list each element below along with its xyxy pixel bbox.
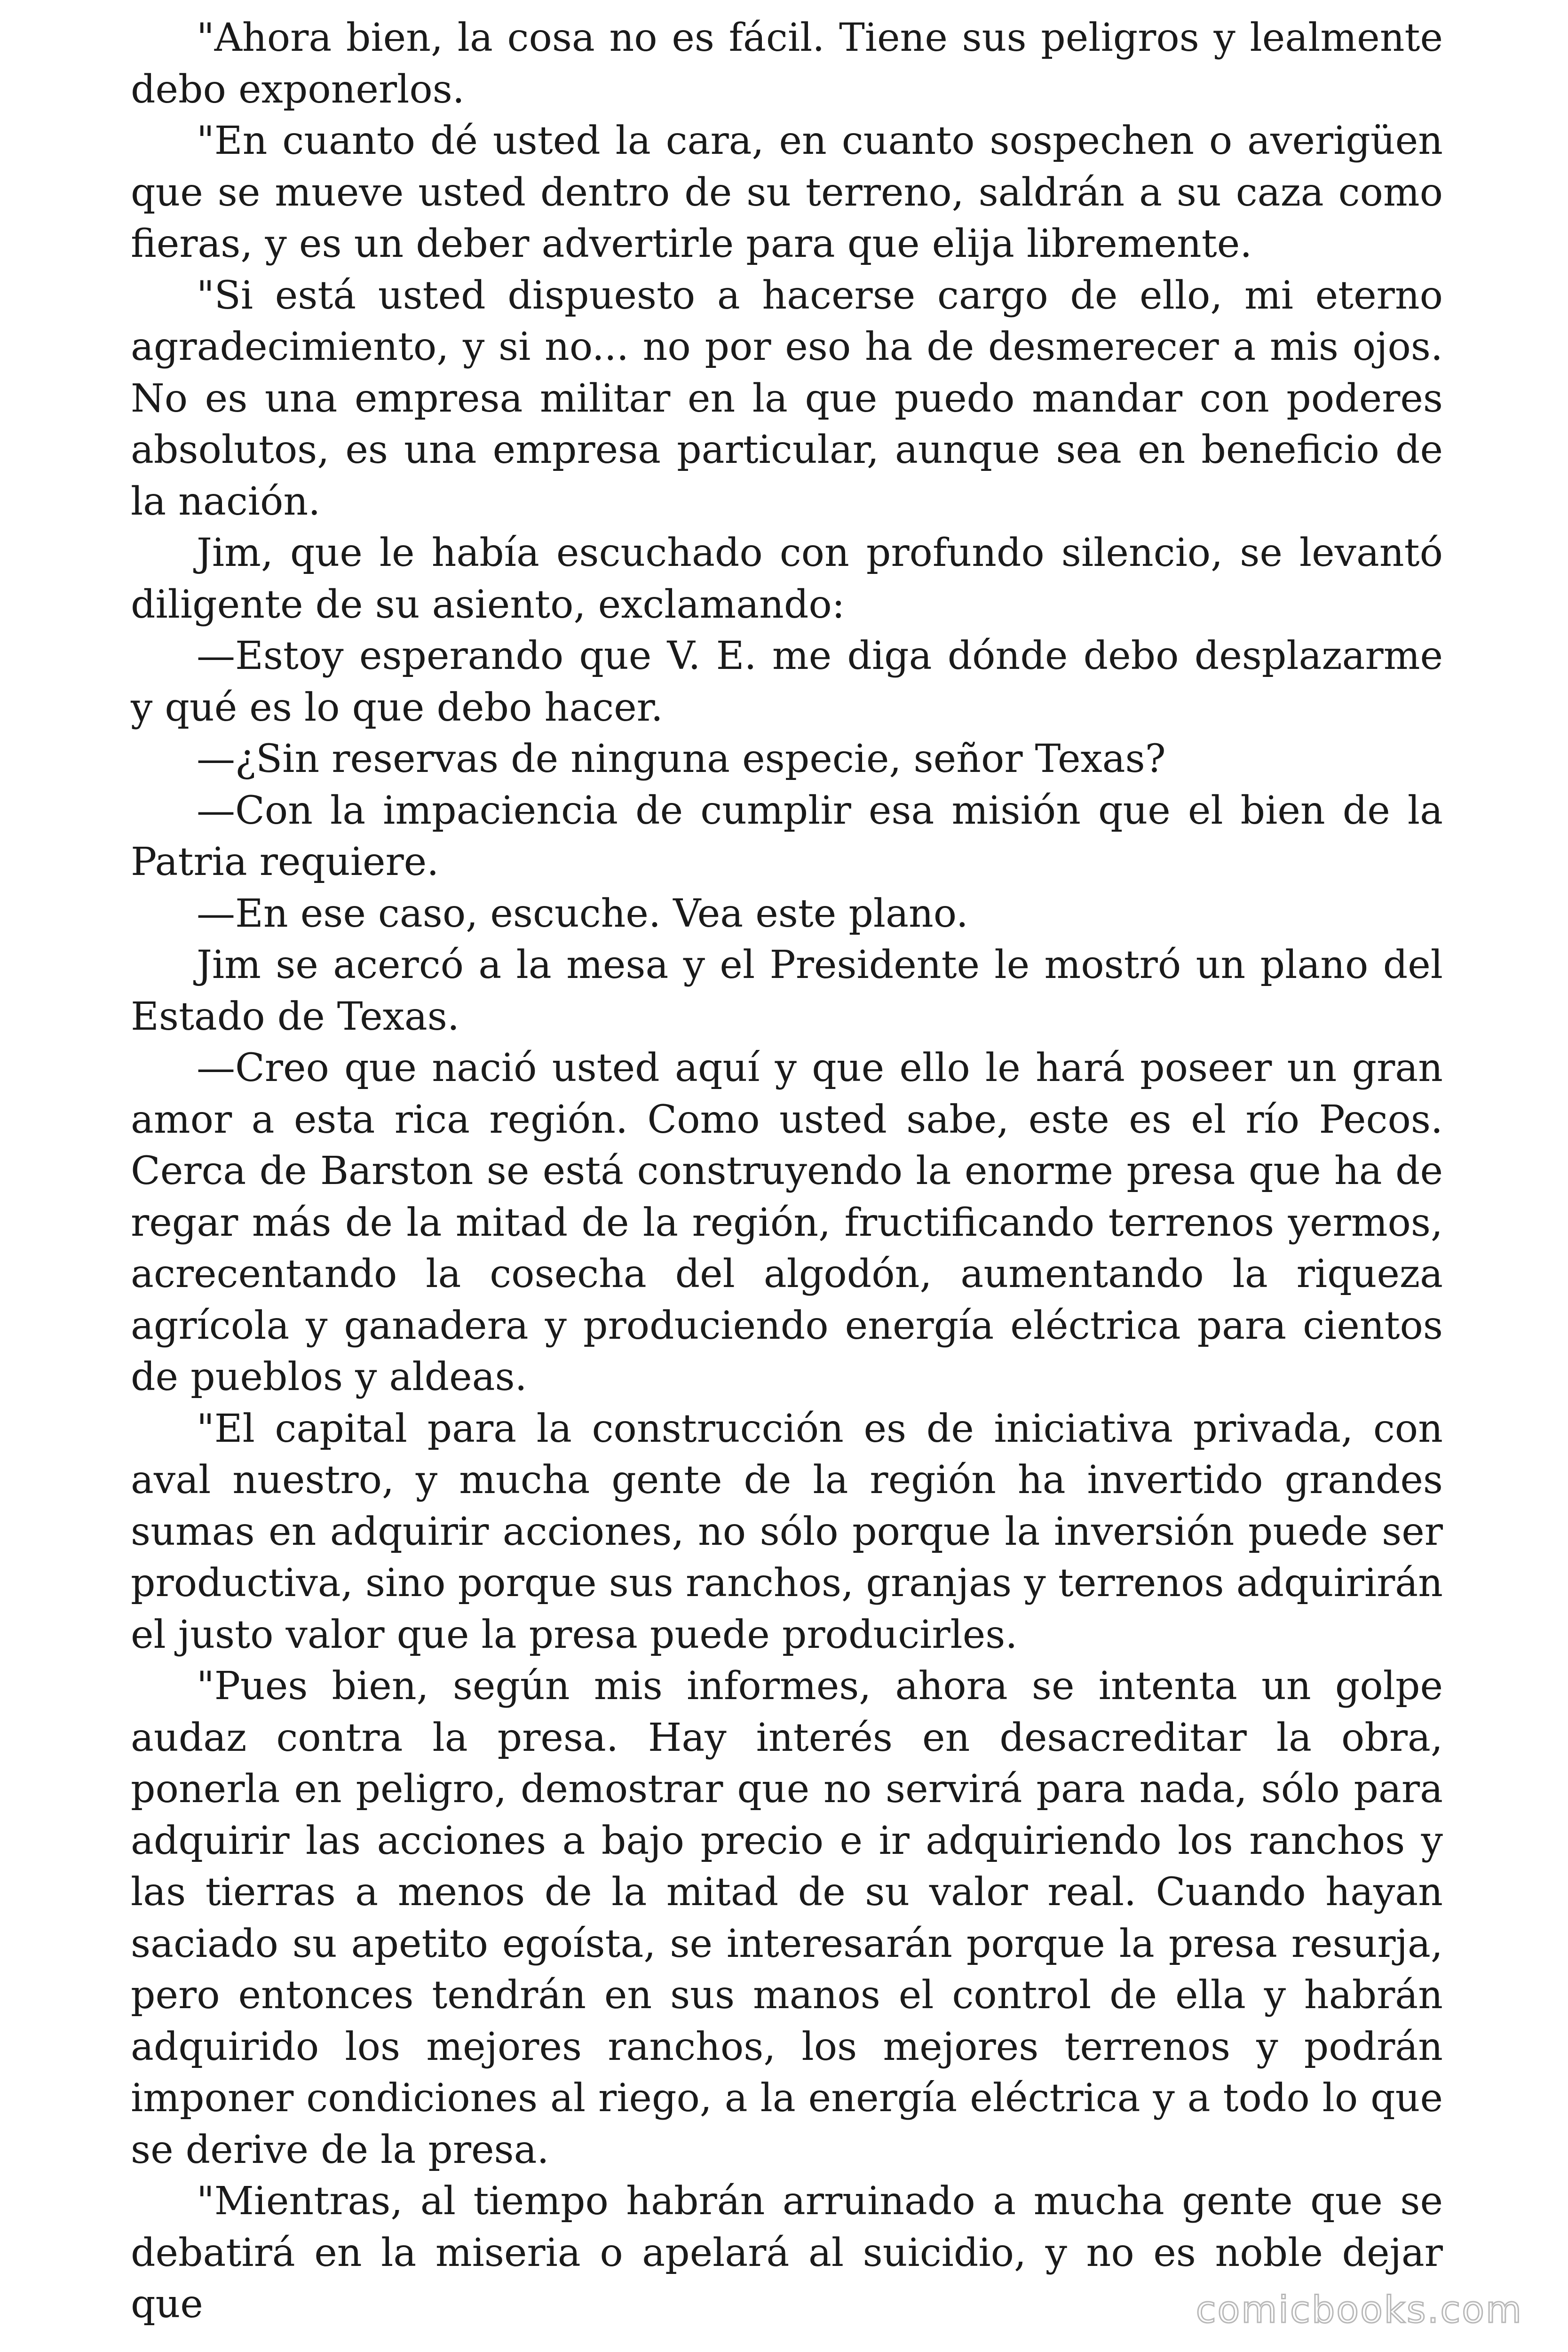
paragraph-6: —¿Sin reservas de ninguna especie, señor Texas? — [197, 737, 1166, 781]
paragraph-2: "En cuanto dé usted la cara, en cuanto sospechen o averigüen que se mueve usted dentro de su terreno, saldrán a su caza como fieras, y es un deber advertirle para que elija libremente. — [131, 119, 1443, 266]
watermark: comicbooks.com — [1196, 2289, 1523, 2331]
paragraph-5: —Estoy esperando que V. E. me diga dónde debo desplazarme y qué es lo que debo hacer. — [131, 634, 1443, 730]
page-body — [131, 12, 1443, 2330]
paragraph-8: —En ese caso, escuche. Vea este plano. — [197, 891, 968, 936]
paragraph-12: "Pues bien, según mis informes, ahora se intenta un golpe audaz contra la presa. Hay interés en desacreditar la obra, ponerla en peligro, demostrar que no servirá para nada, sólo para adquirir las acciones a bajo precio e ir adquiriendo los ranchos y las tierras a menos de la mitad de su valor real. Cuando hayan saciado su apetito egoísta, se interesarán porque la presa resurja, pero entonces tendrán en sus manos el control de ella y habrán adquirido los mejores ranchos, los mejores terrenos y podrán imponer condiciones al riego, a la energía eléctrica y a todo lo que se derive de la presa. — [131, 1664, 1443, 2172]
paragraph-3: "Si está usted dispuesto a hacerse cargo de ello, mi eterno agradecimiento, y si no... no por eso ha de desmerecer a mis ojos. No es una empresa militar en la que puedo mandar con poderes absolutos, es una empresa particular, aunque sea en beneficio de la nación. — [131, 273, 1443, 524]
paragraph-1: "Ahora bien, la cosa no es fácil. Tiene sus peligros y lealmente debo exponerlos. — [131, 16, 1443, 112]
paragraph-11: "El capital para la construcción es de iniciativa privada, con aval nuestro, y mucha gente de la región ha invertido grandes sumas en adquirir acciones, no sólo porque la inversión puede ser productiva, sino porque sus ranchos, granjas y terrenos adquirirán el justo valor que la presa puede producirles. — [131, 1406, 1443, 1657]
paragraph-10: —Creo que nació usted aquí y que ello le hará poseer un gran amor a esta rica región. Como usted sabe, este es el río Pecos. Cerca de Barston se está construyendo la enorme presa que ha de regar más de la mitad de la región, fructificando terrenos yermos, acrecentando la cosecha del algodón, aumentando la riqueza agrícola y ganadera y produciendo energía eléctrica para cientos de pueblos y aldeas. — [131, 1046, 1443, 1399]
paragraph-7: —Con la impaciencia de cumplir esa misión que el bien de la Patria requiere. — [131, 788, 1443, 884]
paragraph-9: Jim se acercó a la mesa y el Presidente le mostró un plano del Estado de Texas. — [131, 943, 1443, 1039]
paragraph-4: Jim, que le había escuchado con profundo silencio, se levantó diligente de su asiento, exclamando: — [131, 531, 1443, 627]
paragraph-13: "Mientras, al tiempo habrán arruinado a mucha gente que se debatirá en la miseria o apelará al suicidio, y no es noble dejar que — [131, 2179, 1443, 2327]
